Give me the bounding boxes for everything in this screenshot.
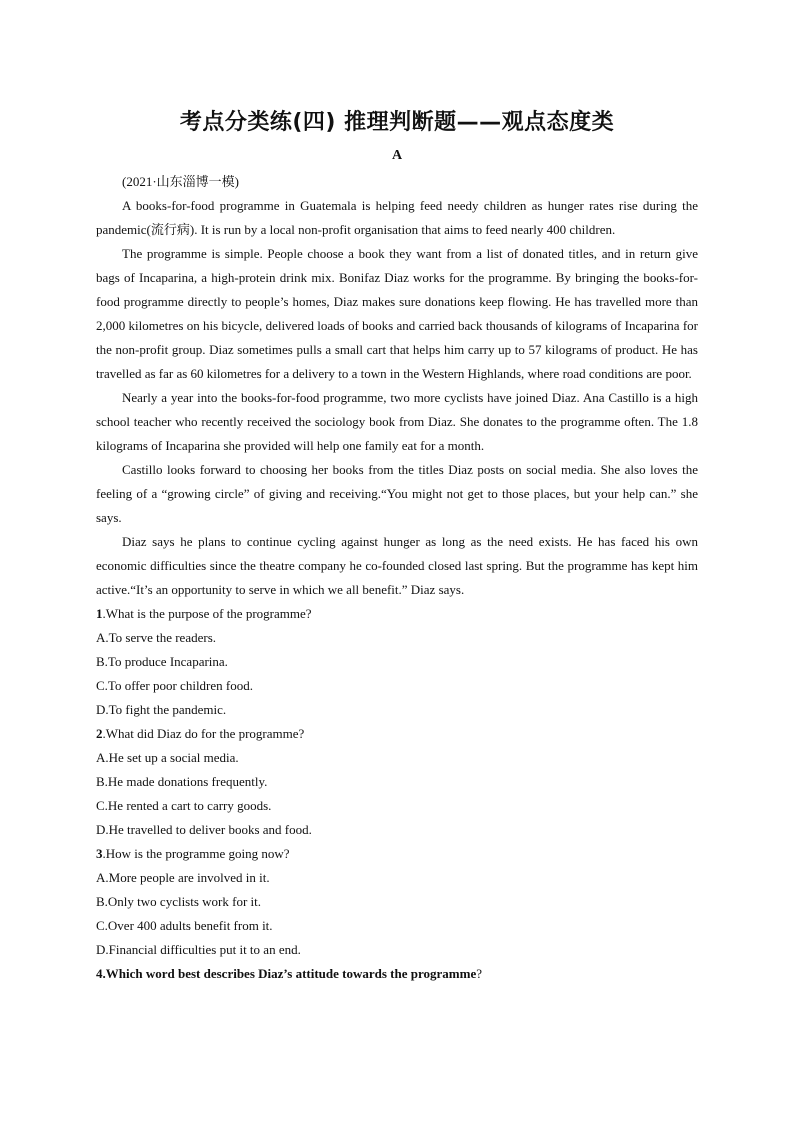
page-title: 考点分类练(四) 推理判断题——观点态度类	[179, 110, 615, 135]
answer-option: D.He travelled to deliver books and food.	[96, 822, 312, 837]
passage-paragraph: A books-for-food programme in Guatemala is helping feed needy children as hunger rates rise during the pandemic(流行病). It is run by a local non-profit organisation that aims to feed nearly 400 children.	[96, 198, 698, 237]
question-text: .Which word best describes Diaz’s attitude towards the programme	[102, 966, 477, 981]
question-number: 3	[96, 846, 103, 861]
passage-paragraph: Castillo looks forward to choosing her books from the titles Diaz posts on social media. She also loves the feeling of a “growing circle” of giving and receiving.“You might not get to those places, but your help can.” she says.	[96, 462, 698, 525]
question-3	[96, 842, 698, 866]
section-label: A	[391, 148, 403, 163]
answer-option: B.He made donations frequently.	[96, 774, 268, 789]
passage-body	[96, 170, 698, 986]
answer-option: C.To offer poor children food.	[96, 678, 253, 693]
answer-option: D.To fight the pandemic.	[96, 702, 227, 717]
passage-paragraph: Nearly a year into the books-for-food programme, two more cyclists have joined Diaz. Ana Castillo is a high school teacher who recently received the sociology book from Diaz. She donates to the programme often. The 1.8 kilograms of Incaparina she provided will help one family eat for a month.	[96, 390, 698, 453]
question-2	[96, 722, 698, 746]
question-mark: ?	[476, 966, 482, 981]
question-number: 1	[96, 606, 103, 621]
answer-option: C.Over 400 adults benefit from it.	[96, 918, 273, 933]
question-4	[96, 962, 698, 986]
question-1	[96, 602, 698, 626]
answer-option: B.To produce Incaparina.	[96, 654, 228, 669]
question-number: 4	[96, 966, 103, 981]
question-text: .What is the purpose of the programme?	[102, 606, 312, 621]
answer-option: A.More people are involved in it.	[96, 870, 270, 885]
question-number: 2	[96, 726, 103, 741]
answer-option: B.Only two cyclists work for it.	[96, 894, 262, 909]
answer-option: C.He rented a cart to carry goods.	[96, 798, 272, 813]
passage-paragraph: The programme is simple. People choose a book they want from a list of donated titles, and in return give bags of Incaparina, a high-protein drink mix. Bonifaz Diaz works for the programme. By bringing the books-for-food programme directly to people’s homes, Diaz makes sure donations keep flowing. He has travelled more than 2,000 kilometres on his bicycle, delivered loads of books and carried back thousands of kilograms of Incaparina for the non-profit group. Diaz sometimes pulls a small cart that helps him carry up to 57 kilograms of product. He has travelled as far as 60 kilometres for a delivery to a town in the Western Highlands, where road conditions are poor.	[96, 246, 698, 381]
answer-option: A.He set up a social media.	[96, 750, 239, 765]
passage-paragraph: Diaz says he plans to continue cycling against hunger as long as the need exists. He has faced his own economic difficulties since the theatre company he co-founded closed last spring. But the programme has kept him active.“It’s an opportunity to serve in which we all benefit.” Diaz says.	[96, 534, 698, 597]
source-note: (2021·山东淄博一模)	[122, 174, 239, 189]
answer-option: A.To serve the readers.	[96, 630, 217, 645]
question-text: .How is the programme going now?	[102, 846, 290, 861]
question-text: .What did Diaz do for the programme?	[102, 726, 305, 741]
answer-option: D.Financial difficulties put it to an end.	[96, 942, 301, 957]
